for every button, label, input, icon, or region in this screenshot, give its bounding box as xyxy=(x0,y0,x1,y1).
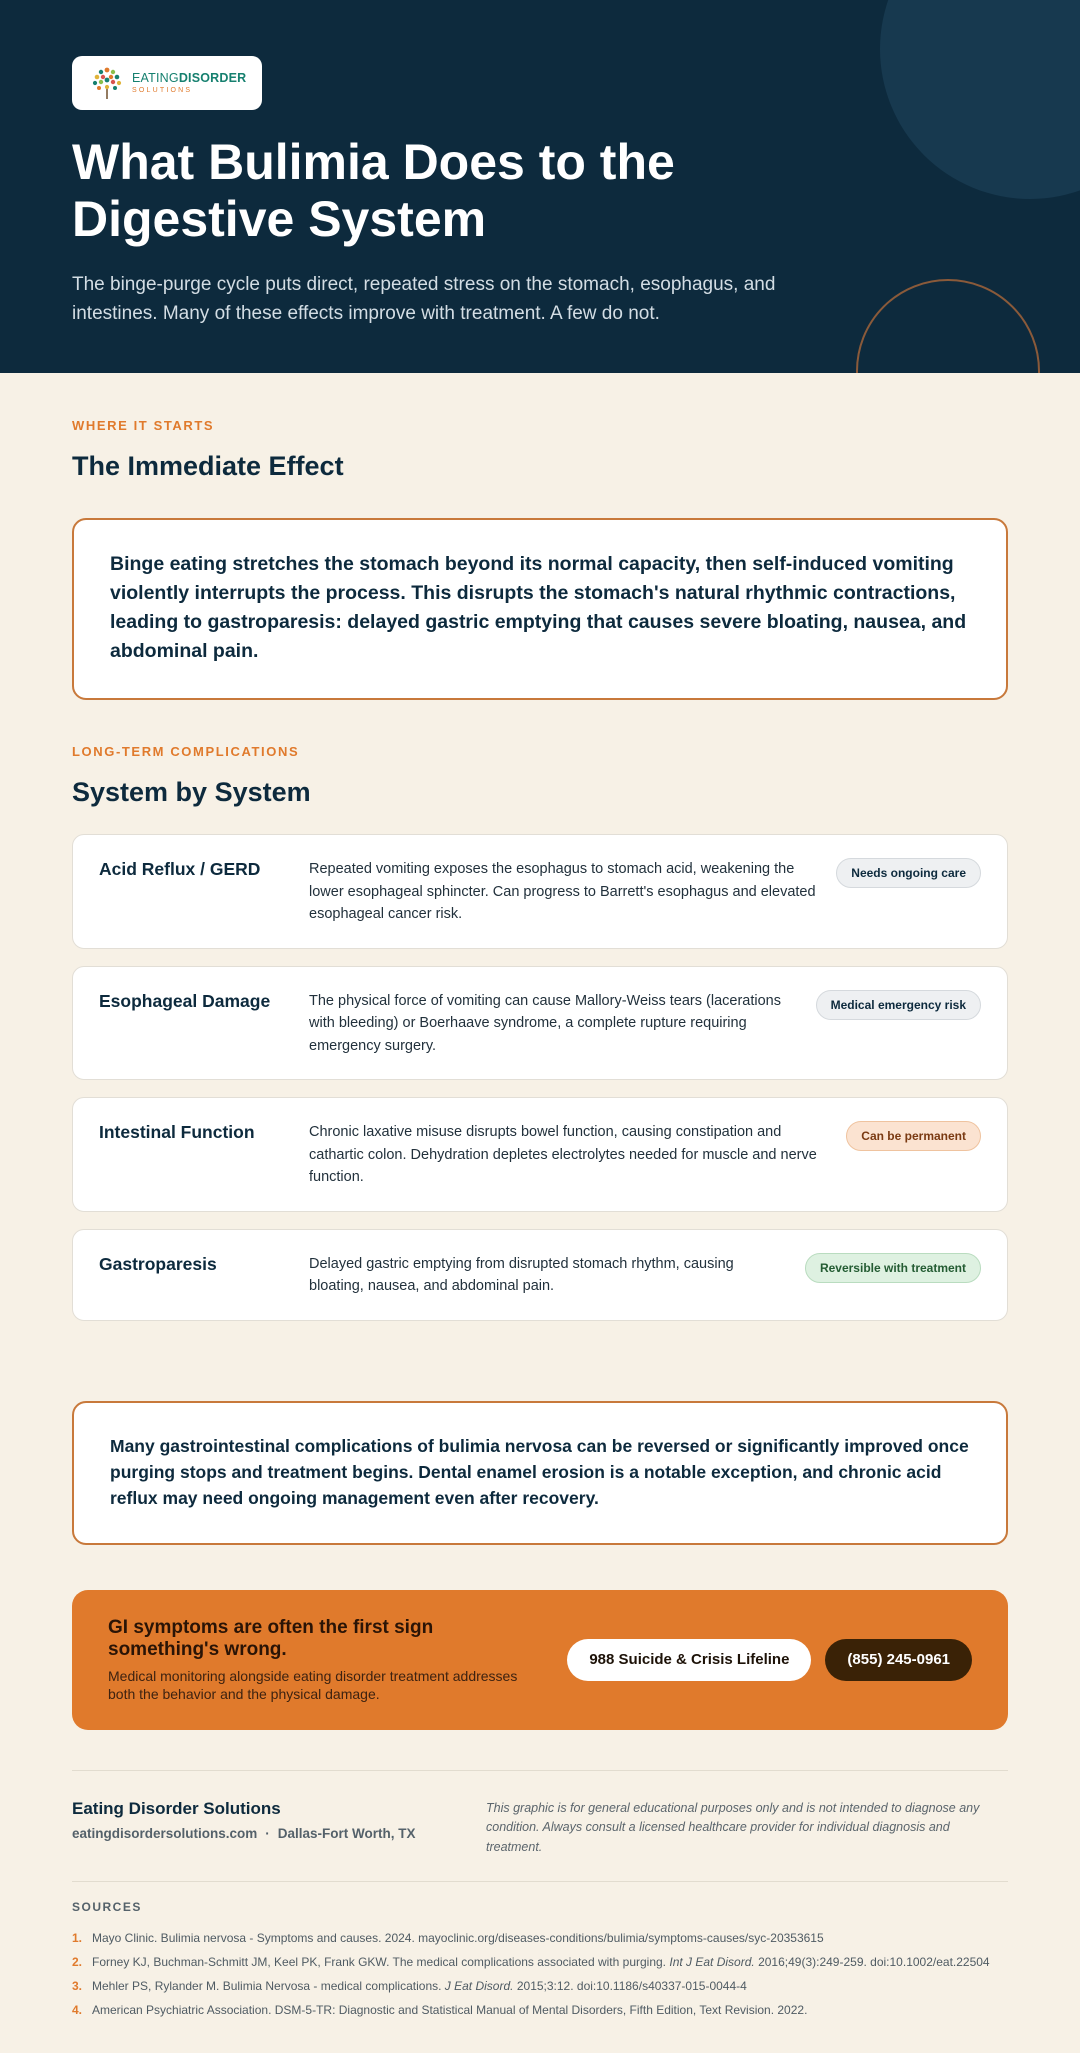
status-badge: Medical emergency risk xyxy=(816,990,981,1020)
section-eyebrow: WHERE IT STARTS xyxy=(72,418,215,433)
location: Dallas-Fort Worth, TX xyxy=(277,1825,416,1841)
complication-name: Gastroparesis xyxy=(99,1253,217,1274)
complication-name: Intestinal Function xyxy=(99,1122,255,1142)
org-name: Eating Disorder Solutions xyxy=(72,1798,281,1818)
complication-name: Esophageal Damage xyxy=(99,990,271,1011)
source-text: American Psychiatric Association. DSM-5-TR: Diagnostic and Statistical Manual of Mental Disorders, Fifth Edition, Text Revision. 2022. xyxy=(92,2003,808,2017)
tree-logo-icon xyxy=(90,65,124,101)
section-title: The Immediate Effect xyxy=(72,451,344,481)
source-text: Mayo Clinic. Bulimia nervosa - Symptoms and causes. 2024. mayoclinic.org/diseases-conditions/bulimia/symptoms-causes/syc-20353615 xyxy=(92,1931,824,1945)
complication-card-acid-reflux xyxy=(72,834,1008,949)
disclaimer: This graphic is for general educational purposes only and is not intended to diagnose any condition. Always consult a licensed healthcare provider for individual diagnosis and treatment. xyxy=(486,1800,980,1854)
logo-sub-text: SOLUTIONS xyxy=(132,87,193,95)
source-text: Mehler PS, Rylander M. Bulimia Nervosa - medical complications. J Eat Disord. 2015;3:12. doi:10.1186/s40337-015-0044-4 xyxy=(92,1979,747,1993)
status-badge: Can be permanent xyxy=(846,1121,981,1151)
crisis-lifeline-button[interactable]: 988 Suicide & Crisis Lifeline xyxy=(567,1639,811,1681)
call-phone-button[interactable]: (855) 245-0961 xyxy=(825,1639,972,1681)
recovery-section xyxy=(72,1321,1008,1730)
source-text: Forney KJ, Buchman-Schmitt JM, Keel PK, Frank GKW. The medical complications associated with purging. Int J Eat Disord. 2016;49(3):249-259. doi:10.1002/eat.22504 xyxy=(92,1955,990,1969)
org-info xyxy=(72,1799,416,1858)
cta-banner xyxy=(72,1590,1008,1730)
complication-description: Repeated vomiting exposes the esophagus to stomach acid, weakening the lower esophageal sphincter. Can progress to Barrett's esophagus and elevated esophageal cancer risk. xyxy=(309,861,816,922)
status-badge: Reversible with treatment xyxy=(805,1253,981,1283)
footer xyxy=(72,1770,1008,2023)
logo[interactable] xyxy=(72,56,262,110)
complication-card-gastroparesis xyxy=(72,1229,1008,1321)
complication-description: The physical force of vomiting can cause Mallory-Weiss tears (lacerations with bleeding) or Boerhaave syndrome, a complete rupture requiring emergency surgery. xyxy=(309,992,781,1054)
system-by-system-section xyxy=(72,700,1008,1321)
decorative-ring xyxy=(856,279,1040,373)
website-link[interactable]: eatingdisordersolutions.com xyxy=(72,1825,258,1841)
recovery-callout: Many gastrointestinal complications of bulimia nervosa can be reversed or significantly improved once purging stops and treatment begins. Dental enamel erosion is a notable exception, and chronic acid reflux may need ongoing management even after recovery. xyxy=(72,1401,1008,1545)
main-content xyxy=(0,373,1080,2022)
complication-description: Chronic laxative misuse disrupts bowel function, causing constipation and cathartic colon. Dehydration depletes electrolytes needed for muscle and nerve function. xyxy=(309,1124,817,1185)
complication-cards xyxy=(72,834,1008,1321)
page-subtitle: The binge-purge cycle puts direct, repeated stress on the stomach, esophagus, and intestines. Many of these effects improve with treatment. A few do not. xyxy=(72,274,776,324)
source-item xyxy=(72,1926,1008,1950)
sources-title: SOURCES xyxy=(72,1900,142,1914)
footer-top xyxy=(72,1799,1008,1858)
source-number: 4. xyxy=(72,2003,83,2017)
logo-wordmark xyxy=(132,72,246,95)
hero-banner xyxy=(0,0,1080,373)
cta-subtitle: Medical monitoring alongside eating disorder treatment addresses both the behavior and the physical damage. xyxy=(108,1667,518,1702)
source-item xyxy=(72,1974,1008,1998)
org-meta xyxy=(72,1826,416,1841)
complication-description: Delayed gastric emptying from disrupted stomach rhythm, causing bloating, nausea, and abdominal pain. xyxy=(309,1255,734,1294)
page-title: What Bulimia Does to the Digestive System xyxy=(72,134,675,247)
logo-main-text: EATINGDISORDER xyxy=(132,70,247,85)
source-number: 1. xyxy=(72,1931,83,1945)
decorative-circle xyxy=(880,0,1080,199)
complication-name: Acid Reflux / GERD xyxy=(99,859,261,879)
complication-card-intestinal-function xyxy=(72,1097,1008,1212)
cta-title: GI symptoms are often the first sign something's wrong. xyxy=(108,1616,434,1660)
source-number: 2. xyxy=(72,1955,83,1969)
sources-list xyxy=(72,1926,1008,2022)
cta-buttons xyxy=(567,1639,972,1681)
complication-card-esophageal-damage xyxy=(72,966,1008,1081)
sources xyxy=(72,1881,1008,2022)
source-number: 3. xyxy=(72,1979,83,1993)
separator: · xyxy=(265,1825,270,1841)
section-title: System by System xyxy=(72,777,311,807)
section-eyebrow: LONG-TERM COMPLICATIONS xyxy=(72,744,300,759)
immediate-effect-callout: Binge eating stretches the stomach beyond its normal capacity, then self-induced vomiting violently interrupts the process. This disrupts the stomach's natural rhythmic contractions, leading to gastroparesis: delayed gastric emptying that causes severe bloating, nausea, and abdominal pain. xyxy=(72,518,1008,700)
cta-text xyxy=(108,1617,548,1703)
source-item xyxy=(72,1998,1008,2022)
source-item xyxy=(72,1950,1008,1974)
status-badge: Needs ongoing care xyxy=(836,858,981,888)
immediate-effect-section xyxy=(72,373,1008,700)
